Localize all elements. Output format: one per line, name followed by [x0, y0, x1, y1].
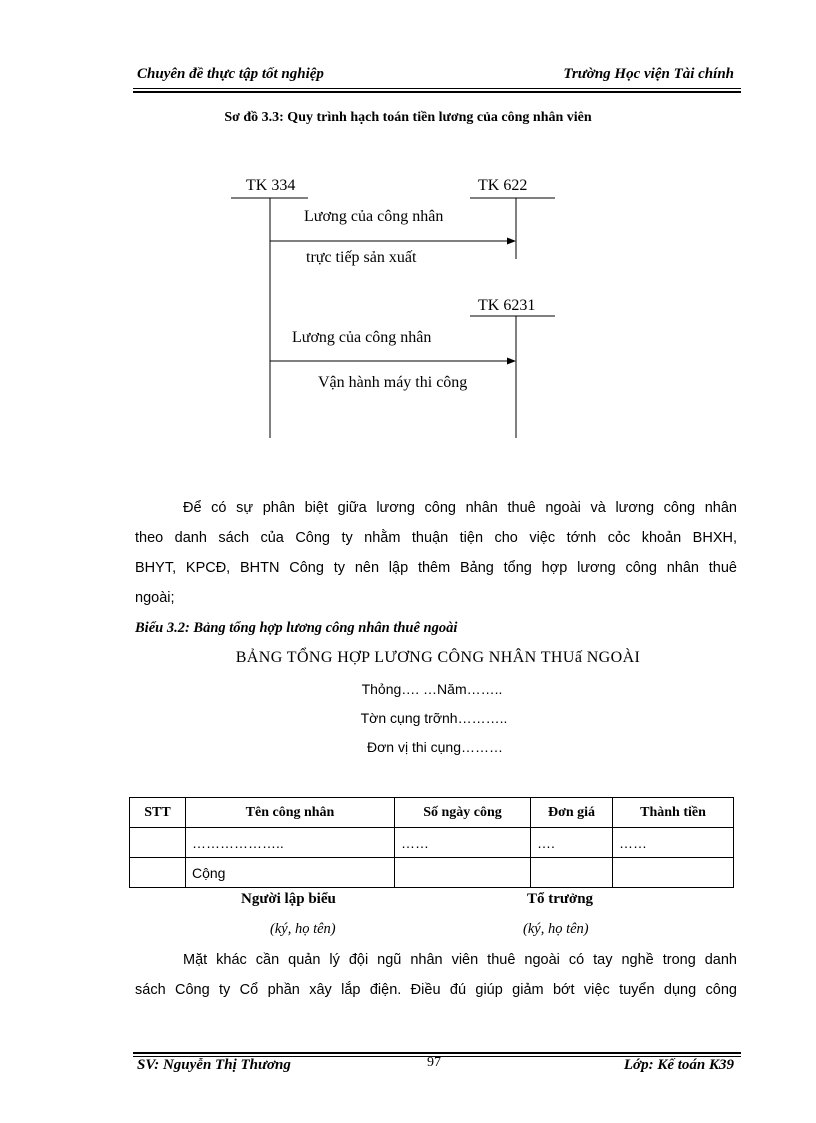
signer-left-title: Người lập biểu: [241, 891, 336, 907]
col-header-stt: STT: [130, 798, 186, 828]
tk6231-label: TK 6231: [478, 297, 536, 314]
paragraph-2: [135, 945, 737, 1005]
col-header-unit-price: Đơn giá: [531, 798, 613, 828]
form-project-line: Tờn cụng trỡnh………..: [360, 710, 508, 726]
table-cell: ……: [395, 828, 531, 858]
table-row: [130, 828, 734, 858]
paragraph-1-line: ngoài;: [135, 590, 175, 606]
table-cell: [531, 858, 613, 888]
diagram-title: Sơ đồ 3.3: Quy trình hạch toán tiền lương của công nhân viên: [224, 110, 592, 125]
table-cell: [395, 858, 531, 888]
table-cell: [613, 858, 734, 888]
form-caption: Biểu 3.2: Bảng tổng hợp lương công nhân thuê ngoài: [135, 620, 458, 636]
col-header-days: Số ngày công: [395, 798, 531, 828]
table-cell: ………………..: [186, 828, 395, 858]
signer-right-title: Tổ trưởng: [527, 891, 594, 907]
footer-left: SV: Nguyễn Thị Thương: [137, 1057, 291, 1073]
table-total-row: [130, 858, 734, 888]
col-header-name: Tên công nhân: [186, 798, 395, 828]
table-cell: ….: [531, 828, 613, 858]
paragraph-1-line: theo danh sách của Công ty nhằm thuận tiện cho việc tớnh cỏc khoản BHXH,: [135, 530, 737, 546]
table-cell: [130, 828, 186, 858]
header-left: Chuyên đề thực tập tốt nghiệp: [137, 66, 324, 82]
footer-right: Lớp: Kế toán K39: [623, 1057, 734, 1073]
entry1-line2: trực tiếp sản xuất: [306, 249, 417, 266]
footer-rule-top: [133, 1052, 741, 1054]
wage-summary-table: [129, 797, 734, 888]
signer-left-note: (ký, họ tên): [270, 921, 336, 937]
page-number: 97: [427, 1055, 441, 1070]
header-right: Trường Học viện Tài chính: [563, 66, 734, 82]
paragraph-2-line: sách Công ty Cổ phần xây lắp điện. Điều đú giúp giảm bớt việc tuyển dụng công: [135, 982, 737, 998]
table-cell: [130, 858, 186, 888]
paragraph-1: [135, 493, 737, 613]
form-unit-line: Đơn vị thi cụng………: [366, 739, 503, 755]
form-title: BẢNG TỔNG HỢP LƯƠNG CÔNG NHÂN THUấ NGOÀI: [235, 649, 641, 666]
paragraph-1-line: Để có sự phân biệt giữa lương công nhân thuê ngoài và lương công nhân: [183, 500, 737, 516]
paragraph-1-line: BHYT, KPCĐ, BHTN Công ty nên lập thêm Bảng tổng hợp lương công nhân thuê: [135, 560, 737, 576]
table-header-row: [130, 798, 734, 828]
arrow-to-tk6231-head: [507, 358, 516, 365]
entry2-line2: Vận hành máy thi công: [318, 374, 468, 391]
table-cell: Cộng: [186, 858, 395, 888]
col-header-amount: Thành tiền: [613, 798, 734, 828]
arrow-to-tk622-head: [507, 238, 516, 245]
tk334-label: TK 334: [246, 177, 296, 194]
signer-right-note: (ký, họ tên): [523, 921, 589, 937]
entry2-line1: Lương của công nhân: [292, 329, 432, 346]
entry1-line1: Lương của công nhân: [304, 208, 444, 225]
paragraph-2-line: Mặt khác cần quản lý đội ngũ nhân viên thuê ngoài có tay nghề trong danh: [183, 952, 737, 968]
tk622-label: TK 622: [478, 177, 528, 194]
form-month-line: Thỏng…. …Năm……..: [361, 681, 503, 697]
table-cell: ……: [613, 828, 734, 858]
